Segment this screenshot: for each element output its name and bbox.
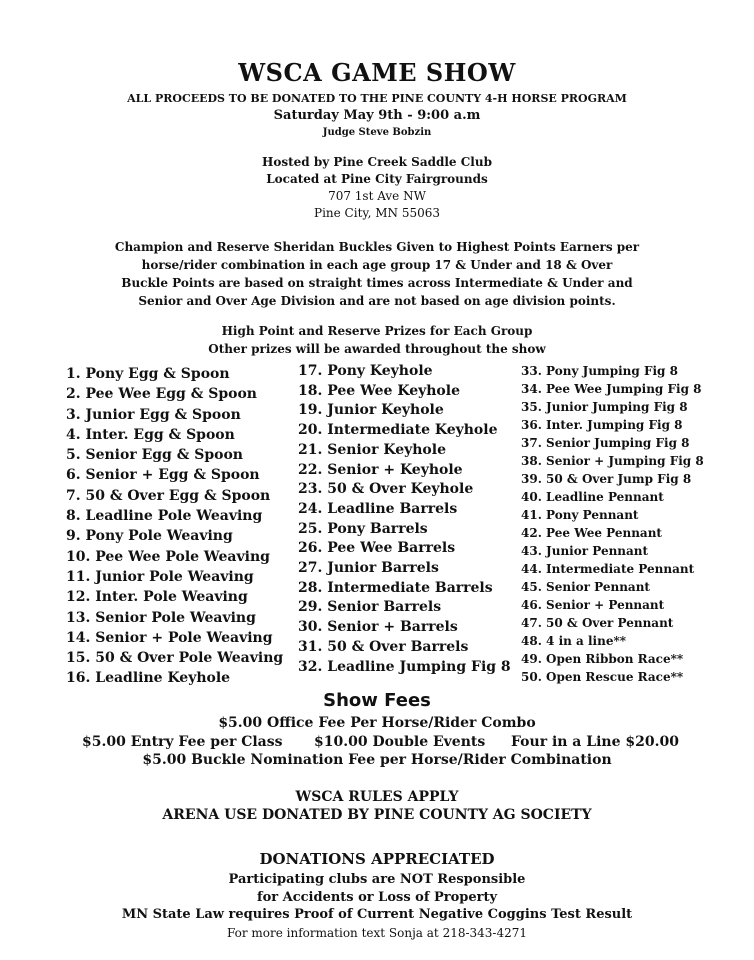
double-events-fee: $10.00 Double Events bbox=[314, 734, 486, 750]
class-item: 13. Senior Pole Weaving bbox=[66, 609, 256, 626]
class-item: 2. Pee Wee Egg & Spoon bbox=[66, 386, 257, 403]
entry-fee: $5.00 Entry Fee per Class bbox=[82, 734, 283, 750]
class-list-column-2 bbox=[298, 362, 511, 677]
class-item: 16. Leadline Keyhole bbox=[66, 670, 231, 687]
coggins-notice: MN State Law requires Proof of Current Negative Coggins Test Result bbox=[121, 907, 633, 922]
buckle-nomination-fee: $5.00 Buckle Nomination Fee per Horse/Rider Combination bbox=[142, 752, 612, 768]
class-item: 7. 50 & Over Egg & Spoon bbox=[66, 487, 271, 504]
class-item: 47. 50 & Over Pennant bbox=[521, 616, 674, 630]
class-item: 32. Leadline Jumping Fig 8 bbox=[298, 658, 511, 675]
office-fee: $5.00 Office Fee Per Horse/Rider Combo bbox=[218, 715, 536, 731]
event-date: Saturday May 9th - 9:00 a.m bbox=[273, 108, 481, 123]
contact-info: For more information text Sonja at 218-343-4271 bbox=[226, 926, 528, 940]
class-item: 9. Pony Pole Weaving bbox=[66, 528, 233, 545]
class-item: 14. Senior + Pole Weaving bbox=[66, 629, 273, 646]
class-item: 42. Pee Wee Pennant bbox=[521, 526, 662, 540]
page-title: WSCA GAME SHOW bbox=[238, 58, 516, 87]
class-item: 3. Junior Egg & Spoon bbox=[66, 406, 241, 423]
class-item: 46. Senior + Pennant bbox=[521, 598, 665, 612]
class-item: 29. Senior Barrels bbox=[298, 599, 442, 616]
prizes-paragraph bbox=[0, 322, 754, 358]
proceeds-subtitle: ALL PROCEEDS TO BE DONATED TO THE PINE COUNTY 4-H HORSE PROGRAM bbox=[127, 92, 627, 105]
class-item: 36. Inter. Jumping Fig 8 bbox=[521, 418, 683, 432]
judge-name: Judge Steve Bobzin bbox=[322, 127, 432, 138]
class-item: 19. Junior Keyhole bbox=[298, 402, 444, 419]
class-item: 22. Senior + Keyhole bbox=[298, 461, 463, 478]
class-item: 34. Pee Wee Jumping Fig 8 bbox=[521, 382, 702, 396]
liability-line-2: for Accidents or Loss of Property bbox=[256, 890, 498, 905]
class-item: 27. Junior Barrels bbox=[298, 560, 439, 577]
class-item: 25. Pony Barrels bbox=[298, 520, 428, 537]
class-item: 33. Pony Jumping Fig 8 bbox=[521, 364, 678, 378]
awards-paragraph bbox=[0, 238, 754, 310]
address-street: 707 1st Ave NW bbox=[328, 189, 426, 203]
four-in-a-line-fee: Four in a Line $20.00 bbox=[511, 734, 679, 750]
class-item: 26. Pee Wee Barrels bbox=[298, 540, 456, 557]
awards-line-2: horse/rider combination in each age group 17 & Under and 18 & Over bbox=[141, 258, 613, 272]
class-item: 30. Senior + Barrels bbox=[298, 619, 458, 636]
class-item: 37. Senior Jumping Fig 8 bbox=[521, 436, 690, 450]
class-item: 17. Pony Keyhole bbox=[298, 363, 433, 379]
class-item: 8. Leadline Pole Weaving bbox=[66, 508, 263, 525]
awards-line-4: Senior and Over Age Division and are not based on age division points. bbox=[138, 294, 616, 308]
class-item: 38. Senior + Jumping Fig 8 bbox=[521, 454, 704, 468]
host-line: Hosted by Pine Creek Saddle Club bbox=[262, 155, 492, 169]
donations-heading: DONATIONS APPRECIATED bbox=[259, 850, 495, 868]
class-item: 11. Junior Pole Weaving bbox=[66, 568, 254, 585]
class-item: 45. Senior Pennant bbox=[521, 580, 650, 594]
class-item: 6. Senior + Egg & Spoon bbox=[66, 467, 260, 484]
arena-line: ARENA USE DONATED BY PINE COUNTY AG SOCIETY bbox=[162, 807, 592, 823]
class-item: 15. 50 & Over Pole Weaving bbox=[66, 650, 284, 667]
class-item: 35. Junior Jumping Fig 8 bbox=[521, 400, 688, 414]
awards-line-1: Champion and Reserve Sheridan Buckles Given to Highest Points Earners per bbox=[114, 240, 640, 254]
class-item: 12. Inter. Pole Weaving bbox=[66, 589, 248, 606]
class-item: 24. Leadline Barrels bbox=[298, 500, 458, 517]
rules-line: WSCA RULES APPLY bbox=[295, 789, 459, 805]
class-item: 50. Open Rescue Race** bbox=[521, 670, 684, 684]
show-fees-heading: Show Fees bbox=[323, 690, 431, 711]
prizes-line-1: High Point and Reserve Prizes for Each Group bbox=[221, 324, 533, 338]
class-item: 41. Pony Pennant bbox=[521, 508, 639, 522]
awards-line-3: Buckle Points are based on straight times across Intermediate & Under and bbox=[121, 276, 633, 290]
prizes-line-2: Other prizes will be awarded throughout the show bbox=[208, 342, 546, 356]
class-item: 31. 50 & Over Barrels bbox=[298, 638, 469, 655]
class-item: 21. Senior Keyhole bbox=[298, 441, 446, 458]
class-item: 48. 4 in a line** bbox=[521, 634, 627, 648]
class-item: 23. 50 & Over Keyhole bbox=[298, 481, 474, 498]
class-item: 39. 50 & Over Jump Fig 8 bbox=[521, 472, 692, 486]
class-item: 4. Inter. Egg & Spoon bbox=[66, 426, 235, 443]
class-item: 40. Leadline Pennant bbox=[521, 490, 664, 504]
liability-line-1: Participating clubs are NOT Responsible bbox=[228, 872, 526, 887]
class-item: 44. Intermediate Pennant bbox=[521, 562, 695, 576]
address-city: Pine City, MN 55063 bbox=[314, 206, 440, 220]
class-item: 5. Senior Egg & Spoon bbox=[66, 447, 243, 464]
class-item: 20. Intermediate Keyhole bbox=[298, 422, 498, 439]
class-item: 10. Pee Wee Pole Weaving bbox=[66, 548, 270, 565]
venue-line: Located at Pine City Fairgrounds bbox=[266, 172, 488, 186]
class-item: 28. Intermediate Barrels bbox=[298, 579, 493, 596]
class-item: 1. Pony Egg & Spoon bbox=[66, 366, 230, 382]
class-list-column-3 bbox=[521, 362, 704, 686]
class-item: 49. Open Ribbon Race** bbox=[521, 652, 684, 666]
class-item: 18. Pee Wee Keyhole bbox=[298, 382, 460, 399]
class-item: 43. Junior Pennant bbox=[521, 544, 649, 558]
class-list-column-1 bbox=[66, 364, 283, 689]
